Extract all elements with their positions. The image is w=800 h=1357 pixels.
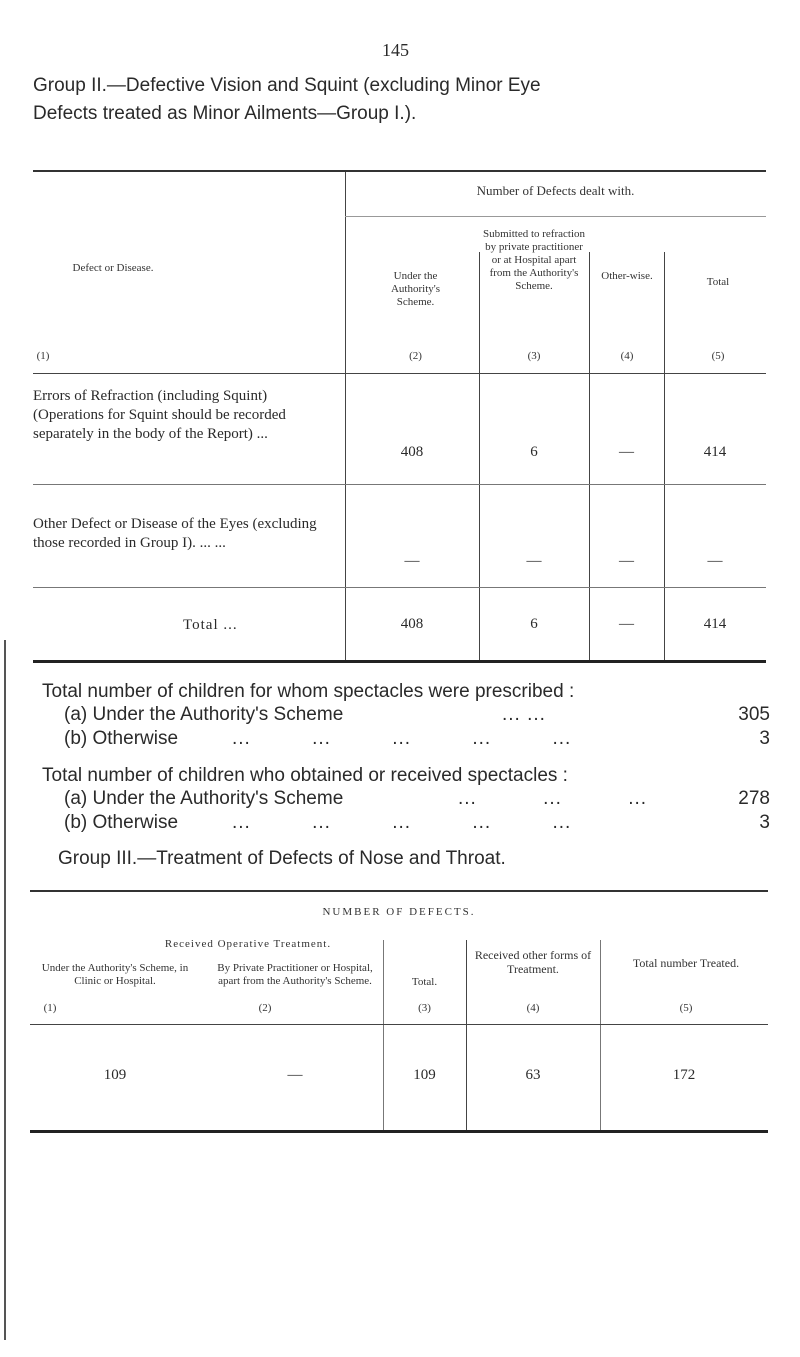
prescribed-otherwise-value: 3 [759, 728, 770, 749]
g3-row-c3: 109 [413, 1067, 436, 1083]
col5-header: Total [706, 276, 730, 288]
row-other-defect-c4: — [619, 553, 634, 569]
group2-heading [33, 72, 773, 128]
prescribed-authority-label: (a) Under the Authority's Scheme [64, 704, 344, 725]
number-of-defects-header: Number of Defects dealt with. [476, 183, 635, 198]
row-refraction-c3: 6 [530, 444, 538, 460]
col4-header: Other-wise. [601, 270, 653, 282]
g3-col5-num: (5) [679, 1002, 693, 1014]
prescribed-heading: Total number of children for whom spectacles were prescribed : [42, 681, 575, 702]
row-refraction-label: Errors of Refraction (including Squint) (Operations for Squint should be recorded separately in the body of the Report) ... [33, 388, 286, 442]
row-other-defect-c2: — [404, 553, 420, 569]
obtained-otherwise-label: (b) Otherwise [64, 812, 179, 833]
col2-num: (2) [409, 350, 422, 362]
col3-header: Submitted to refraction by private practitioner or at Hospital apart from the Authority's Scheme. [482, 228, 586, 292]
g3-col2-num: (2) [258, 1002, 272, 1014]
group3-table [30, 890, 768, 1133]
row-total-c5: 414 [703, 616, 727, 632]
col5-num: (5) [711, 350, 725, 362]
obtained-heading: Total number of children who obtained or received spectacles : [42, 765, 568, 786]
prescribed-authority-dots: ... ... [502, 704, 546, 725]
col4-num: (4) [620, 350, 634, 362]
g3-col1-num: (1) [43, 1002, 57, 1014]
g3-row-c1: 109 [103, 1067, 127, 1083]
row-total-label: Total ... [183, 617, 238, 633]
obtained-authority-row [42, 788, 772, 814]
row-total-c2: 408 [400, 616, 424, 632]
g3-col4-num: (4) [526, 1002, 540, 1014]
row-refraction-c5: 414 [703, 444, 727, 460]
row-total-c3: 6 [530, 616, 538, 632]
prescribed-otherwise-label: (b) Otherwise [64, 728, 179, 749]
g3-col1-header: Under the Authority's Scheme, in Clinic or Hospital. [41, 962, 189, 987]
g3-row-c4: 63 [525, 1067, 541, 1083]
scan-edge [4, 640, 6, 1340]
prescribed-authority-value: 305 [738, 704, 770, 725]
prescribed-otherwise-dots: ... ... ... ... ... [232, 728, 572, 749]
group2-table [33, 170, 766, 663]
prescribed-otherwise-row [42, 728, 772, 754]
g3-row-c5: 172 [672, 1067, 696, 1083]
g3-col4-header: Received other forms of Treatment. [474, 948, 592, 976]
g3-row-c2: — [287, 1067, 303, 1083]
g3-col3-num: (3) [418, 1002, 431, 1014]
obtained-authority-dots: ... ... ... [458, 788, 648, 809]
row-other-defect-c5: — [707, 553, 723, 569]
row-other-defect-c3: — [526, 553, 542, 569]
obtained-otherwise-dots: ... ... ... ... ... [232, 812, 572, 833]
row-refraction-c2: 408 [400, 444, 424, 460]
col2-header: Under the Authority's Scheme. [390, 270, 441, 308]
g3-col2-header: By Private Practitioner or Hospital, apart from the Authority's Scheme. [217, 962, 373, 987]
g3-number-header: NUMBER OF DEFECTS. [322, 906, 476, 918]
group3-heading: Group III.—Treatment of Defects of Nose and Throat. [58, 848, 506, 869]
col1-header: Defect or Disease. [72, 262, 154, 274]
g3-received-header: Received Operative Treatment. [164, 938, 332, 950]
prescribed-authority-row [42, 704, 772, 730]
page-number: 145 [382, 40, 409, 60]
obtained-otherwise-row [42, 812, 772, 838]
row-total-c4: — [619, 616, 634, 632]
obtained-otherwise-value: 3 [759, 812, 770, 833]
row-other-defect-label: Other Defect or Disease of the Eyes (excluding those recorded in Group I). ... ... [33, 516, 317, 551]
group2-heading-line1: Group II.—Defective Vision and Squint (excluding Minor Eye [33, 75, 541, 96]
col3-num: (3) [527, 350, 541, 362]
col1-num: (1) [36, 350, 50, 362]
g3-col3-header: Total. [411, 976, 438, 988]
obtained-authority-label: (a) Under the Authority's Scheme [64, 788, 344, 809]
g3-col5-header: Total number Treated. [632, 956, 740, 970]
group2-heading-line2: Defects treated as Minor Ailments—Group I.). [33, 103, 417, 124]
obtained-authority-value: 278 [738, 788, 770, 809]
row-refraction-c4: — [619, 444, 634, 460]
